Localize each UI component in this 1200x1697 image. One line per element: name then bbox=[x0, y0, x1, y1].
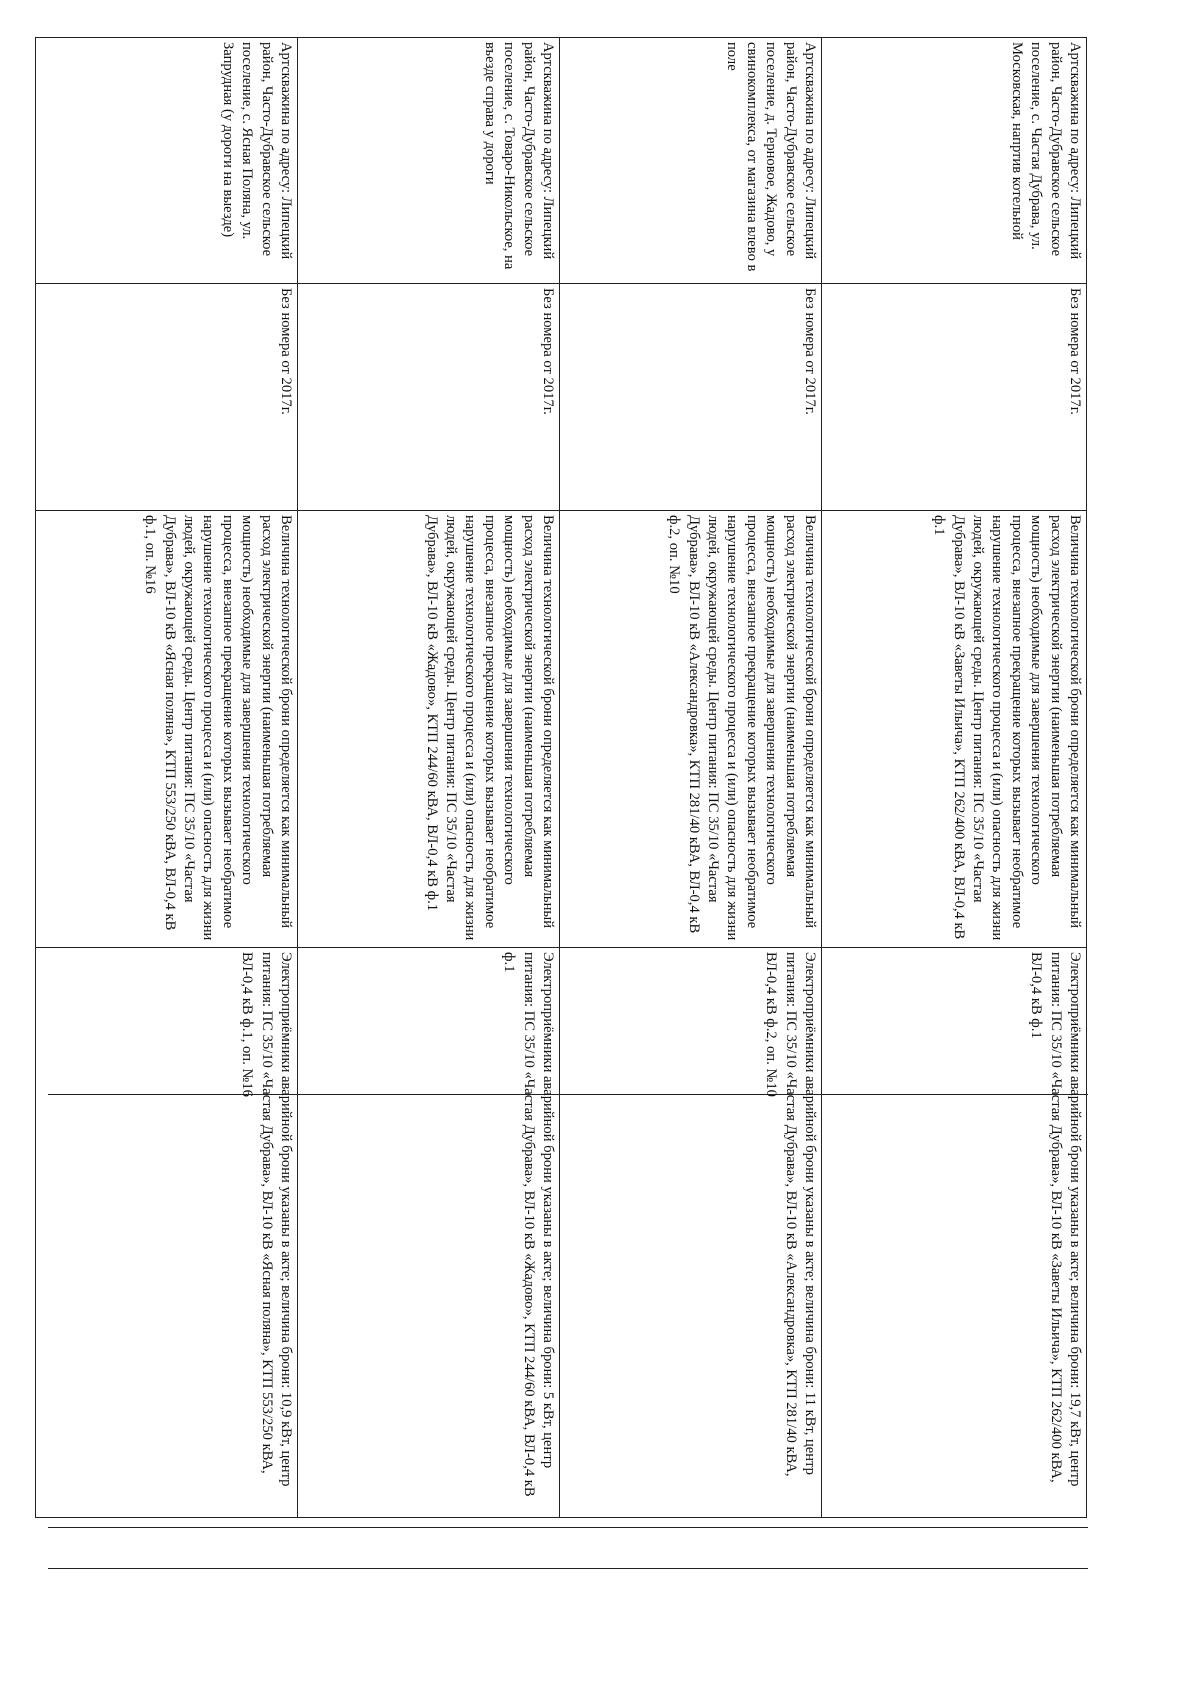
object-address-cell: Артскважина по адресу: Липецкий район, Часто-Дубравское сельское поселение, с. Ясная Поляна, ул. Запрудная (у дороги на выезде) bbox=[36, 38, 298, 284]
object-address-cell: Артскважина по адресу: Липецкий район, Часто-Дубравское сельское поселение, с. Частая Дубрава, ул. Московская, напртив котельной bbox=[822, 38, 1087, 284]
table-left-rule bbox=[48, 1527, 1088, 1528]
rotated-table-wrapper bbox=[37, 37, 1087, 1517]
object-address-cell: Артскважина по адресу: Липецкий район, Часто-Дубравское сельское поселение, д. Терновое, Жадово, у свинокомплекса, от магазина влево в поле bbox=[560, 38, 822, 284]
object-address-cell: Артскважина по адресу: Липецкий район, Часто-Дубравское сельское поселение, с. Товаро-Никольское, на въезде справа у дороги bbox=[298, 38, 560, 284]
act-number-cell: Без номера от 2017г. bbox=[36, 284, 298, 511]
tech-reserve-cell: Величина технологической брони определяется как минимальный расход электрической энергии (наименьшая потребляемая мощность) необходимые для завершения технологического процесса, внезапное прекращение которых вызывает необратимое нарушение технологического процесса и (или) опасность для жизни людей, окружающей среды. Центр питания: ПС 35/10 «Частая Дубрава», ВЛ-10 кВ «Александровка», КТП 281/40 кВА, ВЛ-0,4 кВ ф.2, оп. №10 bbox=[560, 511, 822, 948]
emergency-reserve-cell: Электроприёмники аварийной брони указаны в акте; величина брони: 11 кВт, центр питания: ПС 35/10 «Частая Дубрава», ВЛ-10 кВ «Александровка», КТП 281/40 кВА, ВЛ-0,4 кВ ф.2, оп. №10 bbox=[560, 948, 822, 1518]
table-row bbox=[822, 38, 1087, 1518]
tech-reserve-cell: Величина технологической брони определяется как минимальный расход электрической энергии (наименьшая потребляемая мощность) необходимые для завершения технологического процесса, внезапное прекращение которых вызывает необратимое нарушение технологического процесса и (или) опасность для жизни людей, окружающей среды. Центр питания: ПС 35/10 «Частая Дубрава», ВЛ-10 кВ «Заветы Ильича», КТП 262/400 кВА, ВЛ-0,4 кВ ф.1 bbox=[822, 511, 1087, 948]
table-left-rule bbox=[48, 1568, 1088, 1569]
act-number-cell: Без номера от 2017г. bbox=[298, 284, 560, 511]
emergency-reserve-cell: Электроприёмники аварийной брони указаны в акте; величина брони: 19,7 кВт, центр питания: ПС 35/10 «Частая Дубрава», ВЛ-10 кВ «Заветы Ильича», КТП 262/400 кВА, ВЛ-0,4 кВ ф.1 bbox=[822, 948, 1087, 1518]
emergency-reserve-cell: Электроприёмники аварийной брони указаны в акте; величина брони: 10,9 кВт, центр питания: ПС 35/10 «Частая Дубрава», ВЛ-10 кВ «Ясная поляна», КТП 553/250 кВА, ВЛ-0,4 кВ ф.1, оп. №16 bbox=[36, 948, 298, 1518]
tech-reserve-cell: Величина технологической брони определяется как минимальный расход электрической энергии (наименьшая потребляемая мощность) необходимые для завершения технологического процесса, внезапное прекращение которых вызывает необратимое нарушение технологического процесса и (или) опасность для жизни людей, окружающей среды. Центр питания: ПС 35/10 «Частая Дубрава», ВЛ-10 кВ «Жадово», КТП 244/60 кВА, ВЛ-0,4 кВ ф.1 bbox=[298, 511, 560, 948]
reserve-table bbox=[35, 37, 1087, 1518]
act-number-cell: Без номера от 2017г. bbox=[822, 284, 1087, 511]
table-row bbox=[36, 38, 298, 1518]
table-row bbox=[298, 38, 560, 1518]
emergency-reserve-cell: Электроприёмники аварийной брони указаны в акте; величина брони: 5 кВт, центр питания: ПС 35/10 «Частая Дубрава», ВЛ-10 кВ «Жадово», КТП 244/60 кВА, ВЛ-0,4 кВ ф.1 bbox=[298, 948, 560, 1518]
table-row bbox=[560, 38, 822, 1518]
tech-reserve-cell: Величина технологической брони определяется как минимальный расход электрической энергии (наименьшая потребляемая мощность) необходимые для завершения технологического процесса, внезапное прекращение которых вызывает необратимое нарушение технологического процесса и (или) опасность для жизни людей, окружающей среды. Центр питания: ПС 35/10 «Частая Дубрава», ВЛ-10 кВ «Ясная поляна», КТП 553/250 кВА, ВЛ-0,4 кВ ф.1, оп. №16 bbox=[36, 511, 298, 948]
act-number-cell: Без номера от 2017г. bbox=[560, 284, 822, 511]
